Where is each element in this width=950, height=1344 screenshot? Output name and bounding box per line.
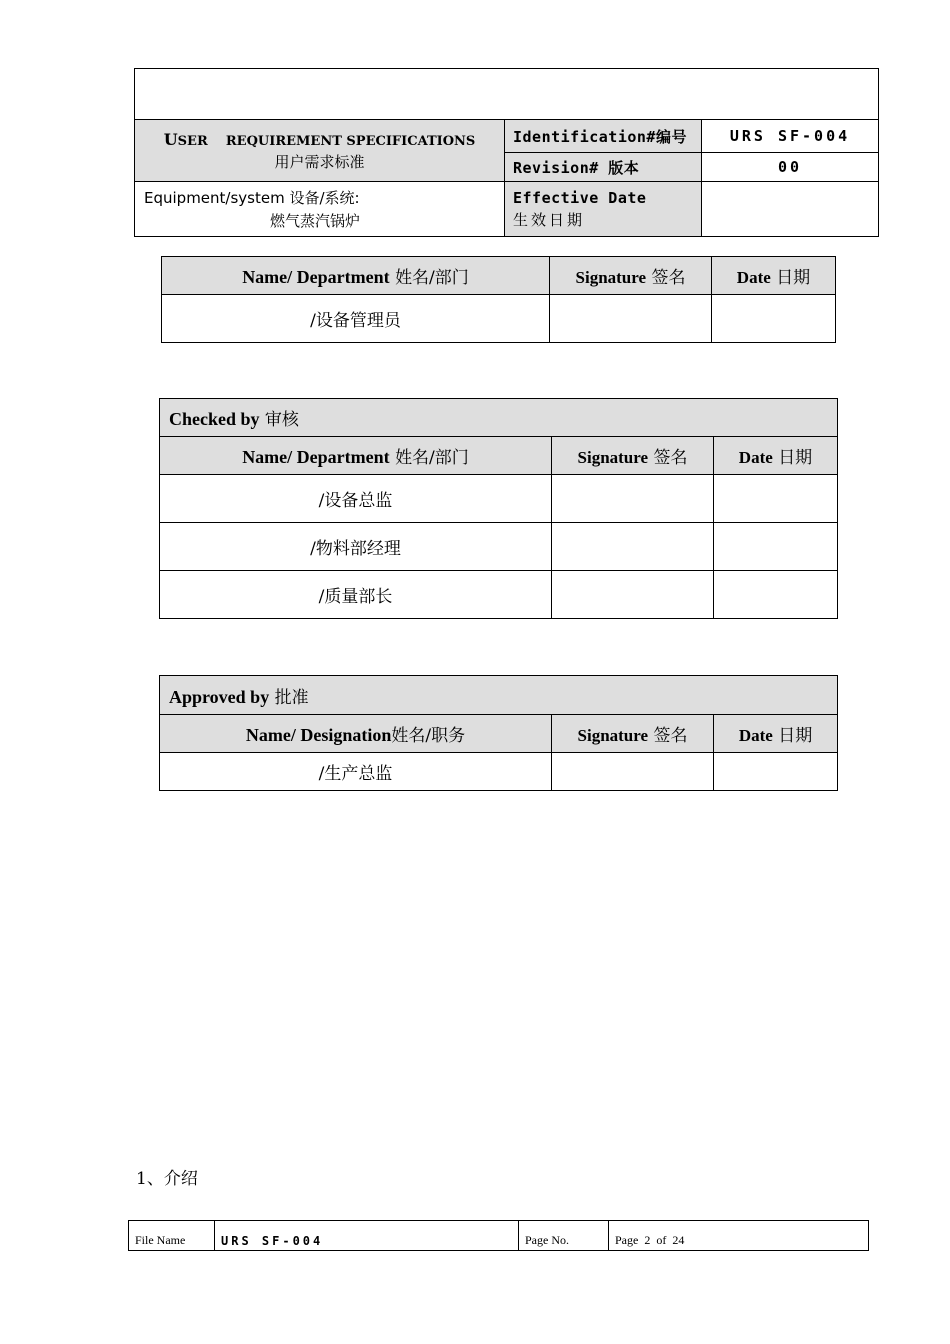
table-row-name: /设备管理员 <box>162 295 550 343</box>
effective-date-label <box>505 182 702 237</box>
signature-field[interactable] <box>552 571 714 619</box>
col-date: Date 日期 <box>714 715 838 753</box>
checked-signature-table <box>159 398 838 619</box>
identification-label: Identification#编号 <box>505 120 702 153</box>
header-blank-row <box>135 69 879 120</box>
col-name-department: Name/ Department 姓名/部门 <box>162 257 550 295</box>
equipment-label: Equipment/system 设备/系统: <box>144 189 360 207</box>
signature-field[interactable] <box>550 295 712 343</box>
signature-field[interactable] <box>552 523 714 571</box>
table-row-name: /生产总监 <box>160 753 552 791</box>
col-signature: Signature 签名 <box>552 715 714 753</box>
date-field[interactable] <box>714 523 838 571</box>
identification-value: URS SF-004 <box>702 120 879 153</box>
col-name-designation: Name/ Designation姓名/职务 <box>160 715 552 753</box>
approved-signature-table <box>159 675 838 791</box>
col-name-department: Name/ Department 姓名/部门 <box>160 437 552 475</box>
approved-by-heading: Approved by 批准 <box>160 676 838 715</box>
equipment-value: 燃气蒸汽锅炉 <box>270 212 361 230</box>
col-signature: Signature 签名 <box>552 437 714 475</box>
document-header-table <box>134 68 879 237</box>
table-row-name: /质量部长 <box>160 571 552 619</box>
effective-date-value <box>702 182 879 237</box>
document-title-cell <box>135 120 505 182</box>
prepared-signature-table <box>161 256 836 343</box>
document-title-en: USER REQUIREMENT SPECIFICATIONS <box>163 129 476 149</box>
file-name-value: URS SF-004 <box>215 1221 519 1251</box>
page-no-label: Page No. <box>519 1221 609 1251</box>
effective-date-label-en: Effective Date <box>513 188 647 207</box>
section-heading-introduction: 1、介绍 <box>136 1169 198 1189</box>
document-title-cn: 用户需求标准 <box>274 152 365 171</box>
file-name-label: File Name <box>129 1221 215 1251</box>
signature-field[interactable] <box>552 753 714 791</box>
table-row-name: /设备总监 <box>160 475 552 523</box>
table-row-name: /物料部经理 <box>160 523 552 571</box>
revision-value: 00 <box>702 153 879 182</box>
effective-date-label-cn: 生效日期 <box>513 210 586 229</box>
col-signature: Signature 签名 <box>550 257 712 295</box>
checked-by-heading: Checked by 审核 <box>160 399 838 437</box>
col-date: Date 日期 <box>714 437 838 475</box>
date-field[interactable] <box>714 571 838 619</box>
page-number-value: Page 2 of 24 <box>609 1221 869 1251</box>
equipment-cell <box>135 182 505 237</box>
date-field[interactable] <box>714 475 838 523</box>
date-field[interactable] <box>712 295 836 343</box>
signature-field[interactable] <box>552 475 714 523</box>
page-footer-table <box>128 1220 869 1251</box>
revision-label: Revision# 版本 <box>505 153 702 182</box>
date-field[interactable] <box>714 753 838 791</box>
col-date: Date 日期 <box>712 257 836 295</box>
